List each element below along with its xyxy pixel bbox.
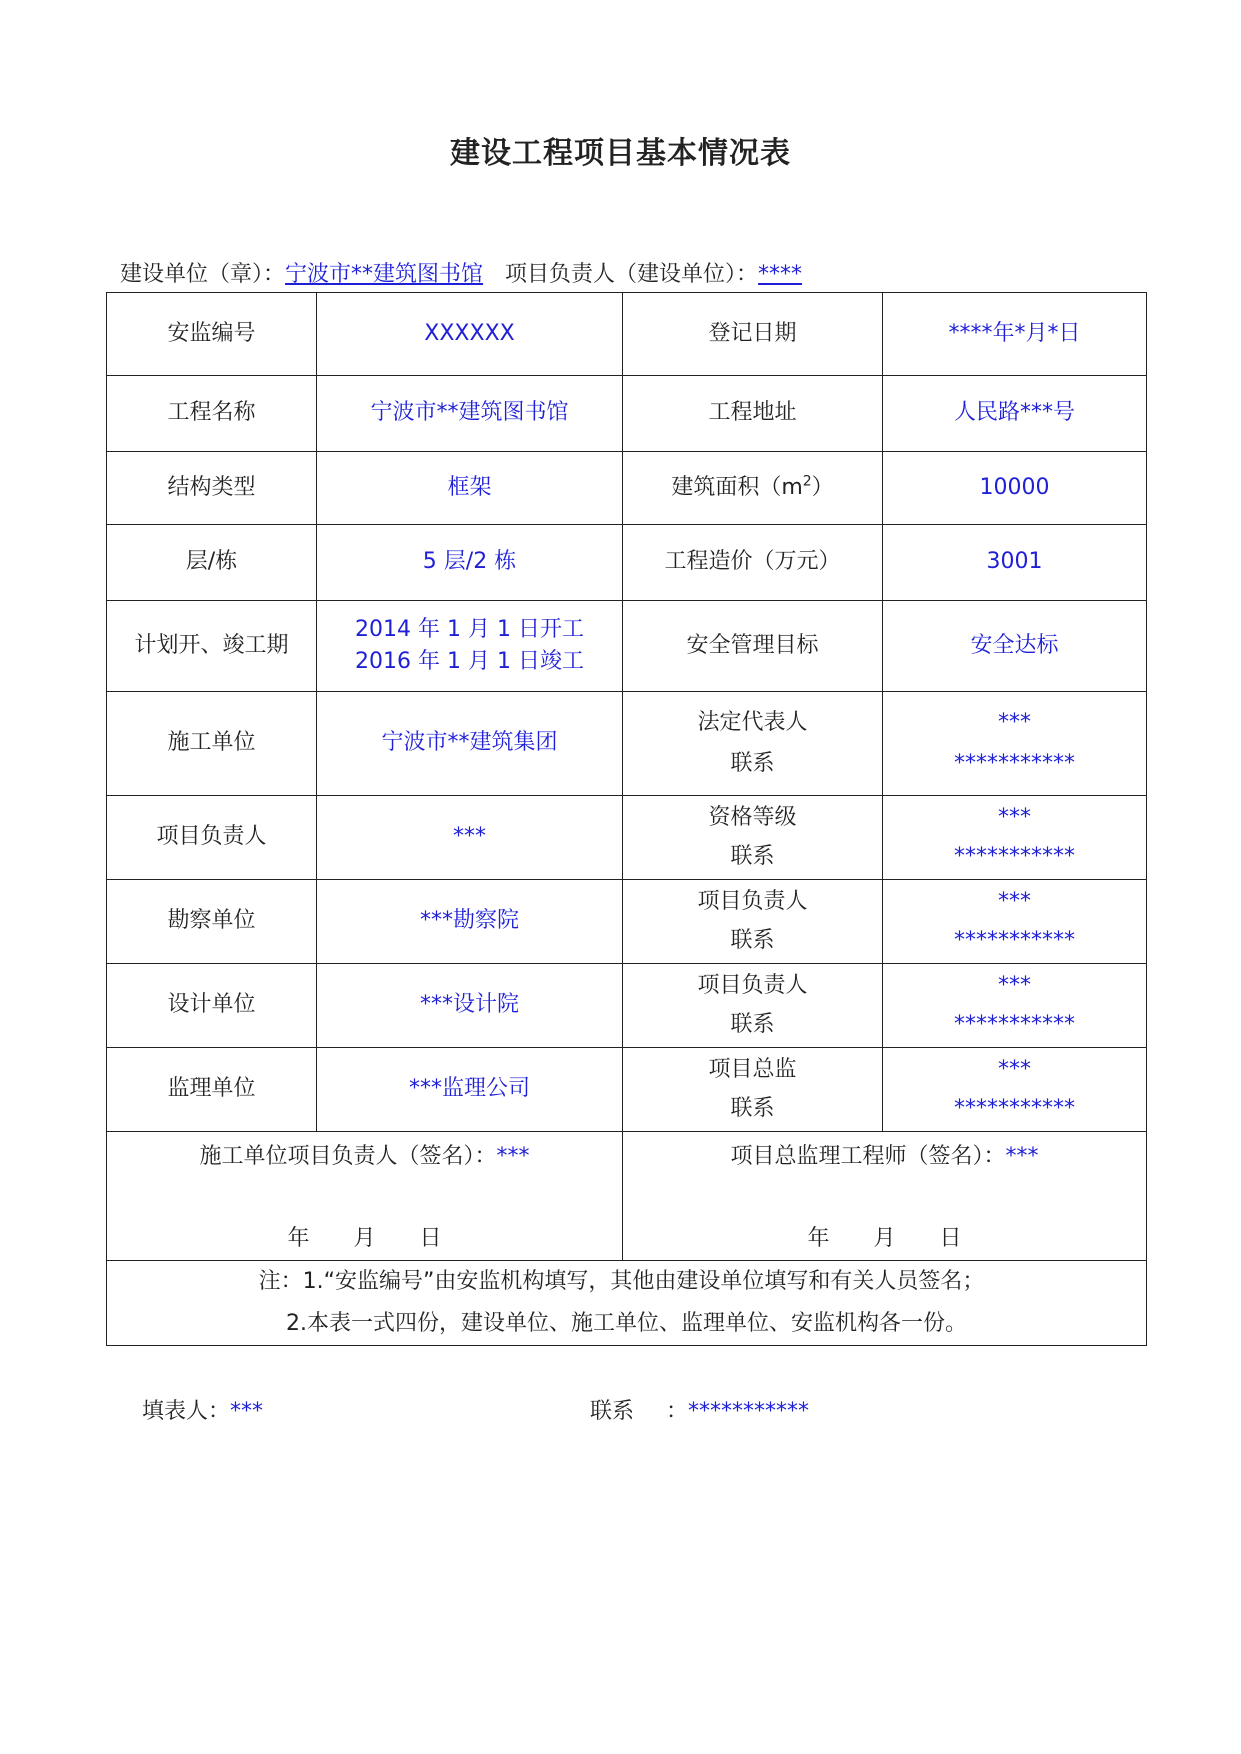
row-value	[317, 601, 623, 692]
row-value: 框架	[317, 452, 623, 525]
start-date: 2014 年 1 月 1 日开工	[355, 617, 584, 643]
notes-row	[107, 1261, 1147, 1346]
table-row	[107, 376, 1147, 452]
row-label: 登记日期	[623, 293, 883, 376]
project-info-table	[106, 292, 1147, 1346]
contractor-signature-cell	[107, 1132, 623, 1261]
contractor-signature-value: ***	[496, 1144, 530, 1169]
row-label: 监理单位	[107, 1048, 317, 1132]
row-label: 项目负责人	[107, 796, 317, 880]
row-label: 资格等级 联系	[623, 796, 883, 880]
row-label: 工程名称	[107, 376, 317, 452]
row-value: 3001	[883, 525, 1147, 601]
row-label: 安全管理目标	[623, 601, 883, 692]
row-value: 宁波市**建筑图书馆	[317, 376, 623, 452]
header-meta	[120, 257, 802, 288]
row-label: 安监编号	[107, 293, 317, 376]
row-value: *** ***********	[883, 1048, 1147, 1132]
notes-prefix: 注：	[258, 1269, 303, 1294]
row-value: *** ***********	[883, 964, 1147, 1048]
signature-row	[107, 1132, 1147, 1261]
row-label: 结构类型	[107, 452, 317, 525]
row-value: ***监理公司	[317, 1048, 623, 1132]
filler-value: ***	[230, 1399, 264, 1424]
filler-label: 填表人：	[142, 1399, 231, 1424]
table-row	[107, 601, 1147, 692]
table-row	[107, 293, 1147, 376]
row-label: 项目总监 联系	[623, 1048, 883, 1132]
row-label: 工程造价（万元）	[623, 525, 883, 601]
row-value: *** ***********	[883, 796, 1147, 880]
row-label: 项目负责人 联系	[623, 964, 883, 1048]
table-row	[107, 796, 1147, 880]
table-row	[107, 1048, 1147, 1132]
row-value: ****年*月*日	[883, 293, 1147, 376]
row-label: 层/栋	[107, 525, 317, 601]
row-label: 项目负责人 联系	[623, 880, 883, 964]
row-value: ***勘察院	[317, 880, 623, 964]
notes-cell	[107, 1261, 1147, 1346]
table-row	[107, 880, 1147, 964]
note-line-1: 1.“安监编号”由安监机构填写，其他由建设单位填写和有关人员签名；	[302, 1269, 985, 1294]
project-leader-value: ****	[758, 262, 803, 287]
row-value: 人民路***号	[883, 376, 1147, 452]
row-value: ***设计院	[317, 964, 623, 1048]
row-value: ***	[317, 796, 623, 880]
row-label: 建筑面积$(m^2)$	[623, 452, 883, 525]
row-label: 法定代表人 联系	[623, 692, 883, 796]
contact-label: 联系	[590, 1399, 635, 1424]
row-value: 安全达标	[883, 601, 1147, 692]
row-value: *** ***********	[883, 692, 1147, 796]
supervisor-signature-value: ***	[1005, 1144, 1039, 1169]
contractor-signature-label: 施工单位项目负责人（签名）：	[199, 1144, 497, 1169]
row-value: 宁波市**建筑集团	[317, 692, 623, 796]
row-value: *** ***********	[883, 880, 1147, 964]
contact-value: ***********	[688, 1399, 810, 1424]
end-date: 2016 年 1 月 1 日竣工	[355, 649, 584, 674]
construction-unit-value: 宁波市**建筑图书馆	[285, 262, 484, 287]
row-value: XXXXXX	[317, 293, 623, 376]
supervisor-signature-cell	[623, 1132, 1147, 1261]
table-row	[107, 452, 1147, 525]
contact-info	[590, 1394, 809, 1425]
table-row	[107, 692, 1147, 796]
page-title: 建设工程项目基本情况表	[450, 136, 791, 171]
row-label: 计划开、竣工期	[107, 601, 317, 692]
row-label: 工程地址	[623, 376, 883, 452]
row-value: 5 层/2 栋	[317, 525, 623, 601]
note-line-2: 2.本表一式四份，建设单位、施工单位、监理单位、安监机构各一份。	[286, 1310, 967, 1336]
supervisor-signature-label: 项目总监理工程师（签名）：	[730, 1144, 1006, 1169]
filler-info	[142, 1394, 263, 1425]
row-label: 勘察单位	[107, 880, 317, 964]
project-leader-label: 项目负责人（建设单位）：	[505, 262, 759, 287]
contact-colon: ：	[666, 1399, 689, 1424]
construction-unit-label: 建设单位（章）：	[120, 262, 286, 287]
table-row	[107, 525, 1147, 601]
row-label: 设计单位	[107, 964, 317, 1048]
row-value: 10000	[883, 452, 1147, 525]
supervisor-sign-date: 年 月 日	[807, 1225, 962, 1251]
row-label: 施工单位	[107, 692, 317, 796]
table-row	[107, 964, 1147, 1048]
contractor-sign-date: 年 月 日	[287, 1225, 442, 1251]
